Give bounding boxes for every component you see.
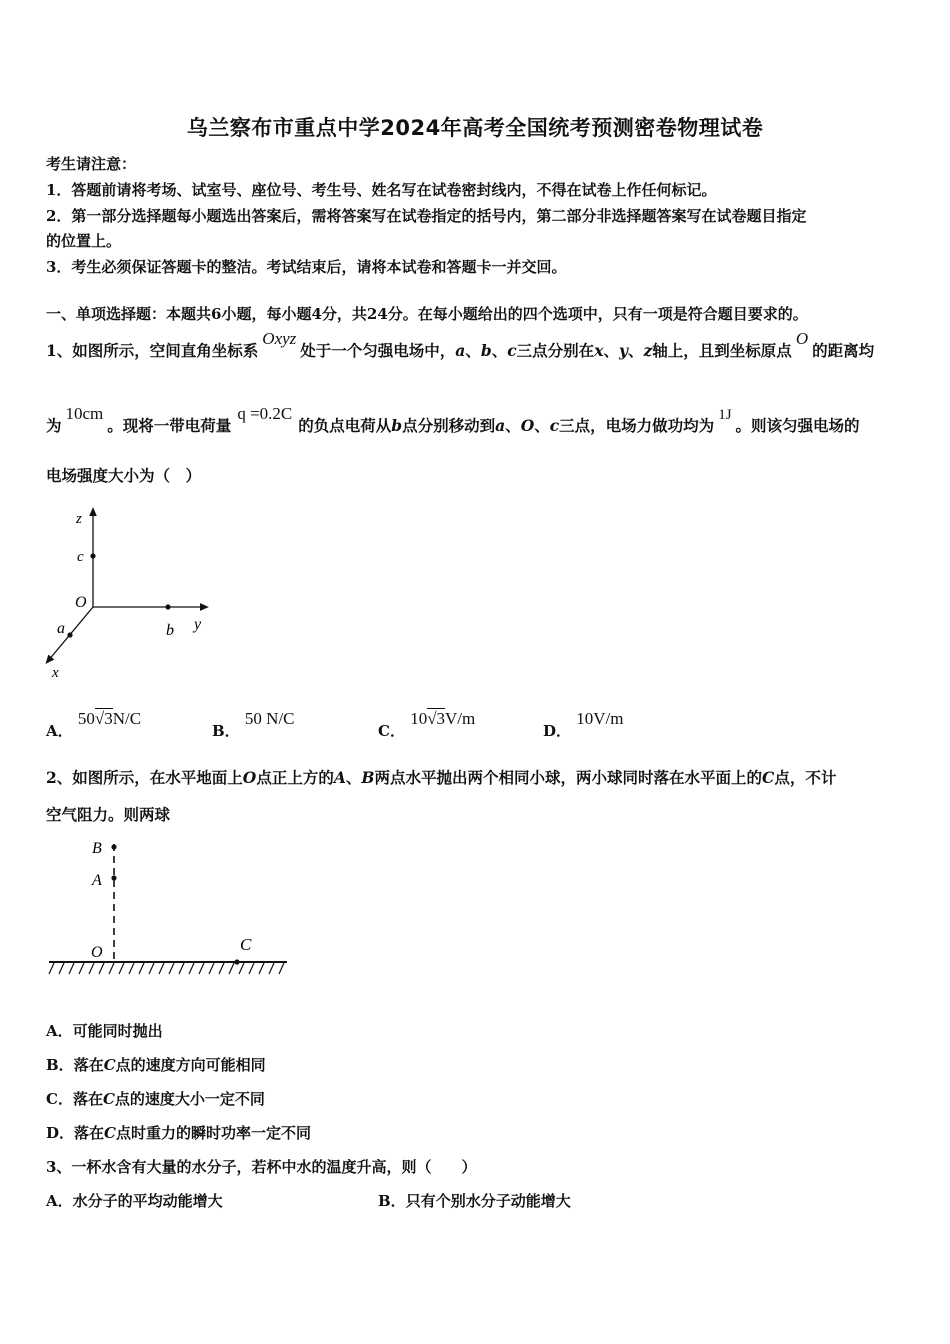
option-text: 只有个别水分子动能增大	[405, 1192, 571, 1210]
q1-text: 的距离均	[812, 341, 875, 360]
q1-option-a[interactable]	[46, 709, 142, 741]
q1-text: 、	[505, 416, 521, 435]
q1-var: z	[643, 341, 653, 360]
option-text: 点的速度大小一定不同	[114, 1090, 265, 1108]
option-value	[78, 709, 141, 728]
q2-var: A	[333, 768, 346, 787]
q1-text: 、	[465, 341, 481, 360]
q1-math-q: q =0.2C	[237, 404, 293, 423]
label-x: x	[52, 665, 59, 681]
option-value-unit: N/C	[112, 709, 142, 728]
q1-math-w: 1J	[718, 407, 732, 423]
q1-text: 处于一个匀强电场中，	[300, 341, 456, 360]
q2-text: 2、如图所示，在水平地面上	[46, 768, 243, 787]
q2-text: 、	[345, 768, 362, 787]
q1-text: 的负点电荷从	[298, 416, 392, 435]
option-text: 点时重力的瞬时功率一定不同	[115, 1124, 311, 1142]
q1-text: 、	[603, 341, 619, 360]
option-text: 落在	[74, 1124, 105, 1142]
q1-math-o: O	[795, 329, 809, 348]
option-text: 落在	[72, 1090, 103, 1108]
q3-option-a[interactable]	[46, 1190, 223, 1211]
q1-var: c	[549, 416, 560, 435]
q2-stem-line2: 空气阻力。则两球	[46, 805, 171, 824]
label-origin: O	[75, 594, 87, 611]
notice-item-2: 2．第一部分选择题每小题选出答案后，需将答案写在试卷指定的括号内，第二部分非选择题答案写在试卷题目指定	[46, 207, 807, 225]
q2-text: 点，不计	[774, 768, 837, 787]
q1-var: b	[391, 416, 403, 435]
option-letter: D．	[543, 722, 572, 740]
q1-text: 1、如图所示，空间直角坐标系	[46, 341, 259, 360]
q3-stem: 3、一杯水含有大量的水分子，若杯中水的温度升高，则（ ）	[46, 1158, 477, 1176]
q1-stem-line2	[46, 404, 860, 436]
option-letter: C．	[378, 722, 405, 740]
q1-text: 点分别移动到	[402, 416, 496, 435]
q2-var: C	[762, 768, 775, 787]
notice-item-1: 1．答题前请将考场、试室号、座位号、考生号、姓名写在试卷密封线内，不得在试卷上作任何标记。	[46, 181, 717, 199]
option-value-num: 10	[410, 709, 428, 728]
q1-text: 、	[627, 341, 644, 360]
sqrt-icon: √3	[94, 709, 113, 728]
notice-item-2-cont: 的位置上。	[46, 232, 122, 250]
q1-stem-line3: 电场强度大小为（ ）	[46, 466, 202, 485]
label-b: b	[166, 622, 174, 639]
q1-math-dist: 10cm	[65, 404, 104, 423]
option-letter: D．	[46, 1124, 75, 1142]
option-letter: C．	[46, 1090, 73, 1108]
label-a: a	[57, 620, 65, 637]
option-text: 点的速度方向可能相同	[115, 1056, 266, 1074]
option-letter: A．	[46, 1192, 73, 1210]
q2-option-c[interactable]	[46, 1088, 265, 1109]
option-value: 50 N/C	[244, 709, 295, 728]
q2-option-b[interactable]	[46, 1054, 266, 1075]
q2-text: 两点水平抛出两个相同小球，两小球同时落在水平面上的	[374, 768, 762, 787]
q1-text: 三点分别在	[516, 341, 595, 360]
option-letter: B．	[46, 1056, 74, 1074]
q1-var: O	[520, 416, 535, 435]
q1-option-d[interactable]	[543, 709, 624, 741]
option-value-rad: 3	[104, 709, 113, 728]
option-letter: A．	[46, 722, 73, 740]
q1-var: c	[507, 341, 517, 360]
point-a	[111, 875, 116, 880]
q2-var: O	[242, 768, 257, 787]
option-value: 10V/m	[576, 709, 624, 728]
option-text: 可能同时抛出	[72, 1022, 163, 1040]
notice-item-3: 3．考生必须保证答题卡的整洁。考试结束后，请将本试卷和答题卡一并交回。	[46, 258, 567, 276]
option-var: C	[102, 1090, 115, 1108]
ground-hatching	[49, 963, 284, 974]
option-text: 落在	[73, 1056, 104, 1074]
section-heading: 一、单项选择题：本题共6小题，每小题4分，共24分。在每小题给出的四个选项中，只有一项是符合题目要求的。	[46, 305, 808, 323]
q1-math-oxyz: Oxyz	[262, 329, 297, 348]
q1-coordinate-figure	[40, 505, 220, 685]
q2-text: 点正上方的	[256, 768, 334, 787]
label-z: z	[76, 511, 82, 527]
q1-var: a	[495, 416, 506, 435]
q1-var: x	[594, 341, 604, 360]
option-var: C	[103, 1056, 116, 1074]
q1-option-b[interactable]	[212, 709, 295, 741]
q2-projectile-figure	[44, 834, 294, 984]
q2-option-d[interactable]	[46, 1122, 311, 1143]
q1-text: 轴上，且到坐标原点	[652, 341, 792, 360]
q1-text: 。现将一带电荷量	[107, 416, 232, 435]
q1-var: b	[480, 341, 492, 360]
option-value-rad: 3	[436, 709, 446, 728]
q2-stem-line1	[46, 766, 836, 788]
q1-text: 为	[46, 416, 62, 435]
label-o: O	[91, 944, 103, 961]
q1-text: 。则该匀强电场的	[735, 416, 860, 435]
option-var: C	[104, 1124, 116, 1142]
option-letter: A．	[46, 1022, 73, 1040]
option-text: 水分子的平均动能增大	[72, 1192, 223, 1210]
q2-option-a[interactable]	[46, 1020, 163, 1041]
q3-option-b[interactable]	[378, 1190, 571, 1211]
label-b: B	[92, 840, 102, 857]
label-c: C	[240, 935, 252, 954]
sqrt-icon: √3	[427, 709, 446, 728]
q2-var: B	[361, 768, 375, 787]
q1-text: 、	[491, 341, 508, 360]
q1-text: 三点，电场力做功均为	[559, 416, 715, 435]
point-c	[90, 553, 95, 558]
point-a	[67, 632, 72, 637]
notice-heading: 考生请注意：	[46, 155, 137, 173]
point-b	[111, 844, 116, 849]
option-letter: B．	[212, 722, 240, 740]
label-c: c	[77, 549, 84, 565]
q1-option-c[interactable]	[378, 709, 476, 741]
q1-stem-line1	[46, 329, 875, 361]
label-a: A	[92, 872, 102, 889]
option-value	[410, 709, 475, 728]
option-value-num: 50	[77, 709, 95, 728]
option-value-unit: V/m	[445, 709, 476, 728]
point-b	[165, 604, 170, 609]
q1-text: 、	[534, 416, 550, 435]
q1-var: a	[455, 341, 466, 360]
label-y: y	[194, 616, 202, 633]
q1-var: y	[618, 341, 628, 360]
option-letter: B．	[378, 1192, 406, 1210]
page-title: 乌兰察布市重点中学2024年高考全国统考预测密卷物理试卷	[186, 116, 764, 140]
